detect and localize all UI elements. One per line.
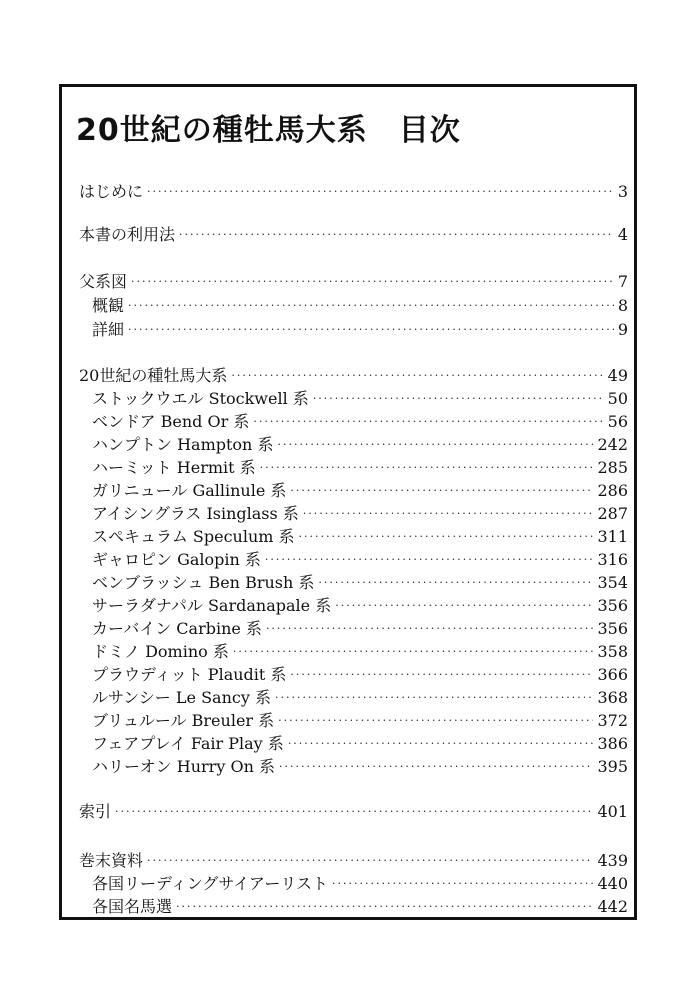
toc-entry[interactable] <box>92 387 628 409</box>
dot-leader <box>335 596 593 616</box>
toc-entry-page-number: 366 <box>597 665 628 684</box>
toc-entry[interactable] <box>92 571 628 593</box>
toc-entry-label: ギャロピン Galopin 系 <box>92 550 261 569</box>
toc-entry-label: アイシングラス Isinglass 系 <box>92 504 299 523</box>
dot-leader <box>260 458 594 478</box>
dot-leader <box>128 320 614 340</box>
dot-leader <box>288 734 594 754</box>
toc-entry-page-number: 442 <box>597 897 628 916</box>
dot-leader <box>318 573 593 593</box>
toc-entry-page-number: 386 <box>597 734 628 753</box>
toc-entry[interactable] <box>79 270 628 292</box>
dot-leader <box>231 366 603 386</box>
toc-entry-page-number: 286 <box>597 481 628 500</box>
toc-entry-page-number: 311 <box>597 527 628 546</box>
toc-entry-label: 各国リーディングサイアーリスト <box>92 874 329 893</box>
toc-entry[interactable] <box>92 525 628 547</box>
toc-entry-label: 20世紀の種牡馬大系 <box>79 366 228 385</box>
toc-entry[interactable] <box>92 456 628 478</box>
toc-entry-label: ハンプトン Hampton 系 <box>92 435 274 454</box>
toc-entry-label: 詳細 <box>92 320 125 339</box>
toc-entry[interactable] <box>79 800 628 822</box>
toc-entry[interactable] <box>92 294 628 316</box>
toc-entry-page-number: 3 <box>617 182 628 201</box>
toc-entry-label: ベンドア Bend Or 系 <box>92 412 250 431</box>
toc-entry-label: 巻末資料 <box>79 851 144 870</box>
toc-entry[interactable] <box>92 640 628 662</box>
toc-entry-label: ハリーオン Hurry On 系 <box>92 757 275 776</box>
toc-entry[interactable] <box>92 663 628 685</box>
toc-entry[interactable] <box>79 364 628 386</box>
toc-entry[interactable] <box>92 755 628 777</box>
toc-entry-label: 索引 <box>79 802 112 821</box>
toc-entry-label: ハーミット Hermit 系 <box>92 458 256 477</box>
toc-entry-page-number: 440 <box>597 874 628 893</box>
toc-entry[interactable] <box>92 895 628 917</box>
dot-leader <box>266 619 594 639</box>
toc-entry-label: カーバイン Carbine 系 <box>92 619 262 638</box>
toc-entry-label: 父系図 <box>79 272 128 291</box>
toc-entry[interactable] <box>92 732 628 754</box>
toc-entry[interactable] <box>92 548 628 570</box>
toc-entry[interactable] <box>92 502 628 524</box>
toc-entry-page-number: 49 <box>607 366 628 385</box>
toc-entry-page-number: 439 <box>597 851 628 870</box>
dot-leader <box>332 874 593 894</box>
toc-entry[interactable] <box>92 318 628 340</box>
dot-leader <box>147 182 614 202</box>
toc-entry-page-number: 354 <box>597 573 628 592</box>
toc-entry-label: サーラダナパル Sardanapale 系 <box>92 596 332 615</box>
dot-leader <box>179 225 614 245</box>
toc-entry-label: ストックウエル Stockwell 系 <box>92 389 309 408</box>
toc-entry[interactable] <box>92 479 628 501</box>
toc-entry-page-number: 285 <box>597 458 628 477</box>
toc-entry[interactable] <box>79 849 628 871</box>
toc-entry-label: はじめに <box>79 182 144 201</box>
dot-leader <box>290 481 593 501</box>
toc-entry-label: 概観 <box>92 296 125 315</box>
dot-leader <box>279 757 593 777</box>
toc-entry-label: ルサンシー Le Sancy 系 <box>92 688 271 707</box>
toc-entry-page-number: 316 <box>597 550 628 569</box>
toc-entry[interactable] <box>92 617 628 639</box>
toc-entry-label: ドミノ Domino 系 <box>92 642 229 661</box>
toc-entry-label: 各国名馬選 <box>92 897 173 916</box>
dot-leader <box>290 665 593 685</box>
toc-entry-page-number: 356 <box>597 596 628 615</box>
toc-entry-label: プラウディット Plaudit 系 <box>92 665 287 684</box>
toc-entry-label: ブリュルール Breuler 系 <box>92 711 275 730</box>
toc-entry-page-number: 9 <box>617 320 628 339</box>
dot-leader <box>275 688 593 708</box>
toc-entry-label: スペキュラム Speculum 系 <box>92 527 295 546</box>
toc-entry-page-number: 372 <box>597 711 628 730</box>
toc-entry-label: フェアプレイ Fair Play 系 <box>92 734 284 753</box>
dot-leader <box>233 642 594 662</box>
toc-entry-label: ガリニュール Gallinule 系 <box>92 481 287 500</box>
toc-entry[interactable] <box>79 180 628 202</box>
toc-entry-page-number: 287 <box>597 504 628 523</box>
toc-entry-page-number: 242 <box>597 435 628 454</box>
toc-entry-page-number: 4 <box>617 225 628 244</box>
dot-leader <box>253 412 603 432</box>
toc-entry-page-number: 56 <box>607 412 628 431</box>
dot-leader <box>277 435 593 455</box>
toc-entry[interactable] <box>92 872 628 894</box>
toc-entry[interactable] <box>92 410 628 432</box>
dot-leader <box>265 550 594 570</box>
toc-entry-page-number: 358 <box>597 642 628 661</box>
toc-entry[interactable] <box>92 709 628 731</box>
dot-leader <box>128 296 614 316</box>
toc-entry[interactable] <box>92 433 628 455</box>
dot-leader <box>147 851 593 871</box>
dot-leader <box>299 527 594 547</box>
dot-leader <box>303 504 594 524</box>
toc-entry[interactable] <box>92 594 628 616</box>
toc-entry-page-number: 50 <box>607 389 628 408</box>
toc-entry-page-number: 395 <box>597 757 628 776</box>
toc-entry-page-number: 8 <box>617 296 628 315</box>
toc-entry-label: ベンブラッシュ Ben Brush 系 <box>92 573 315 592</box>
toc-entry[interactable] <box>79 223 628 245</box>
toc-entry-page-number: 356 <box>597 619 628 638</box>
page-title: 20世紀の種牡馬大系 目次 <box>76 113 461 148</box>
dot-leader <box>131 272 614 292</box>
toc-entry[interactable] <box>92 686 628 708</box>
dot-leader <box>115 802 593 822</box>
dot-leader <box>313 389 604 409</box>
toc-entry-page-number: 368 <box>597 688 628 707</box>
dot-leader <box>176 897 593 917</box>
toc-entry-page-number: 401 <box>597 802 628 821</box>
toc-entry-label: 本書の利用法 <box>79 225 176 244</box>
toc-entry-page-number: 7 <box>617 272 628 291</box>
dot-leader <box>278 711 593 731</box>
